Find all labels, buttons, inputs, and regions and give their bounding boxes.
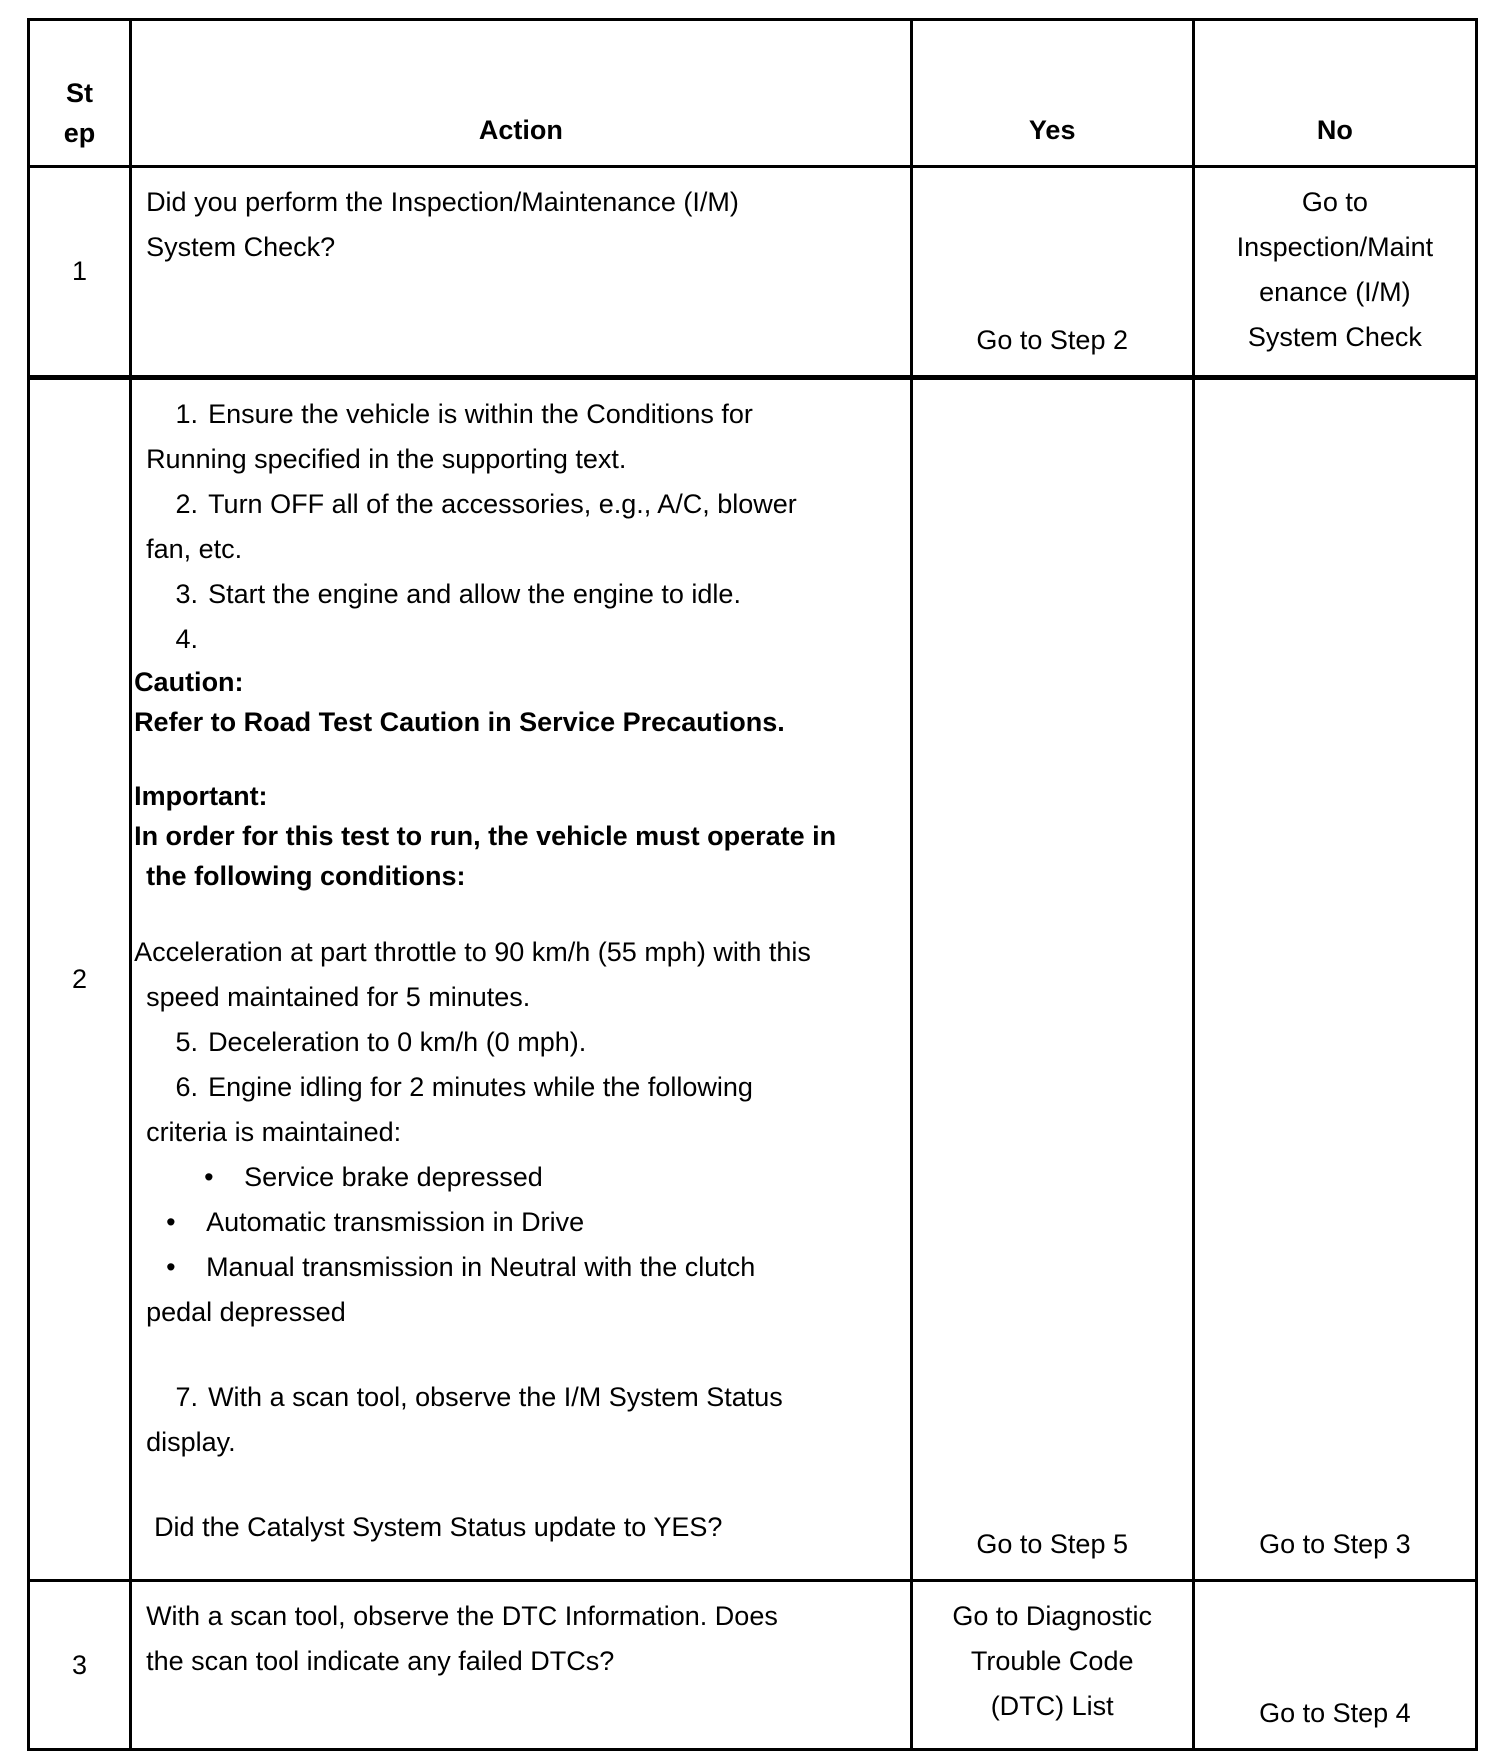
diagnostic-table xyxy=(27,18,1478,1751)
header-no: No xyxy=(1193,20,1476,167)
list-item: 2. Turn OFF all of the accessories, e.g., A/C, blower xyxy=(175,489,797,520)
list-item: 6. Engine idling for 2 minutes while the following xyxy=(175,1072,753,1103)
step-number: 1 xyxy=(29,167,131,378)
table-row xyxy=(29,378,1477,1581)
step-number: 2 xyxy=(29,378,131,1581)
caution-label: Caution: xyxy=(134,667,244,698)
important-label: Important: xyxy=(134,781,268,812)
yes-cell: Go to Diagnostic Trouble Code (DTC) List xyxy=(911,1581,1193,1750)
important-text: In order for this test to run, the vehicle must operate in xyxy=(134,821,837,852)
action-cell: 1. Ensure the vehicle is within the Conditions for Running specified in the supporting text. 2. Turn OFF all of the accessories, e.g., A/C, blower fan, etc. 3. Start the engine and allow the engine to idle. 4. Caution: Refer to Road Test Caution in Service Precautions. Important: In order for this test to run, the vehicle must operate in the following conditions: Acceleration at part throttle to 90 km/h (55 mph) with this speed maintained for 5 minutes. 5. Deceleration to 0 km/h (0 mph). 6. Engine idling for 2 minutes while the following criteria is maintained: • Service brake depressed • Automatic transmission in Drive • Manual transmission in Neutral with the clutch pedal depressed 7. With a scan tool, observe the I/M System Status display. Did the Catalyst System Status update to YES? xyxy=(131,378,912,1581)
header-step: St ep xyxy=(29,20,131,167)
header-row xyxy=(29,20,1477,167)
table-row xyxy=(29,167,1477,378)
header-yes: Yes xyxy=(911,20,1193,167)
yes-cell: Go to Step 5 xyxy=(911,378,1193,1581)
action-cell: Did you perform the Inspection/Maintenance (I/M) System Check? xyxy=(131,167,912,378)
list-item: 3. Start the engine and allow the engine to idle. xyxy=(175,579,741,610)
list-item: 1. Ensure the vehicle is within the Conditions for xyxy=(175,399,753,430)
caution-text: Refer to Road Test Caution in Service Precautions. xyxy=(134,707,785,738)
bullet-item: • Manual transmission in Neutral with the clutch xyxy=(166,1252,756,1283)
no-cell: Go to Step 4 xyxy=(1193,1581,1476,1750)
bullet-item: • Automatic transmission in Drive xyxy=(166,1207,585,1238)
list-item: 5. Deceleration to 0 km/h (0 mph). xyxy=(175,1027,587,1058)
list-item: 7. With a scan tool, observe the I/M System Status xyxy=(175,1382,783,1413)
bullet-item: • Service brake depressed xyxy=(204,1162,543,1193)
table-row xyxy=(29,1581,1477,1750)
step-number: 3 xyxy=(29,1581,131,1750)
header-action: Action xyxy=(131,20,912,167)
list-item: 4. xyxy=(175,624,199,655)
no-cell: Go to Inspection/Maint enance (I/M) System Check xyxy=(1193,167,1476,378)
yes-cell: Go to Step 2 xyxy=(911,167,1193,378)
question: Did the Catalyst System Status update to YES? xyxy=(154,1512,723,1543)
action-cell: With a scan tool, observe the DTC Information. Does the scan tool indicate any failed DTCs? xyxy=(131,1581,912,1750)
no-cell: Go to Step 3 xyxy=(1193,378,1476,1581)
